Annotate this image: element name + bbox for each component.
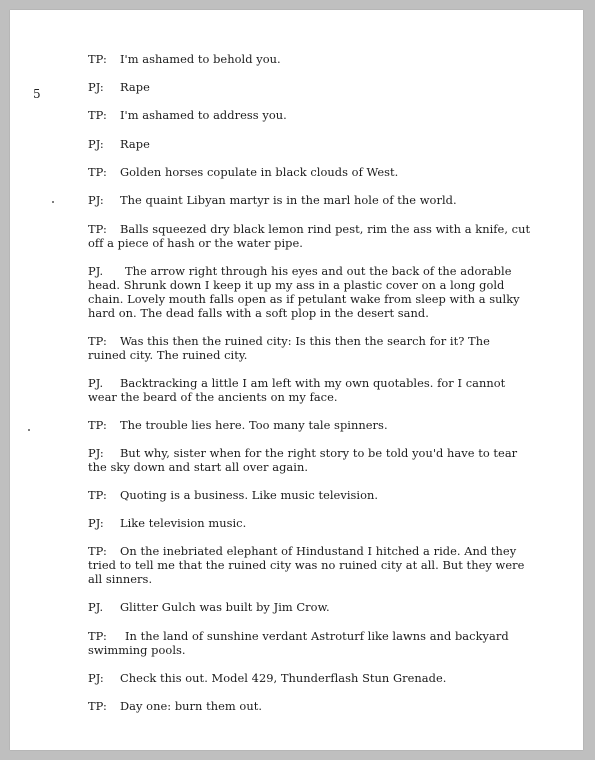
dialogue-text: But why, sister when for the right story to be told you'd have to tear <box>120 446 518 460</box>
speaker-label: TP: <box>88 699 107 713</box>
dialogue-text: off a piece of hash or the water pipe. <box>88 236 303 250</box>
dialogue-text: Like television music. <box>120 516 247 530</box>
dialogue-text: On the inebriated elephant of Hindustand I hitched a ride. And they <box>120 544 517 558</box>
speaker-label: TP: <box>88 108 107 122</box>
speaker-label: TP: <box>88 629 107 643</box>
dialogue-text: Rape <box>120 80 150 94</box>
speaker-label: PJ. <box>88 376 104 390</box>
speaker-label: PJ. <box>88 264 104 278</box>
margin-page-number: 5 <box>33 87 41 101</box>
speaker-label: TP: <box>88 52 107 66</box>
speaker-label: PJ: <box>88 137 104 151</box>
dialogue-continuation <box>88 572 498 586</box>
dialogue-text: Day one: burn them out. <box>120 699 263 713</box>
dialogue-text: Rape <box>120 137 150 151</box>
dialogue-continuation <box>88 348 498 362</box>
dialogue-continuation <box>88 558 525 572</box>
dialogue-line <box>88 544 517 558</box>
dialogue-line <box>88 671 498 685</box>
dialogue-continuation <box>88 390 498 404</box>
speaker-label: TP: <box>88 544 107 558</box>
dialogue-text: ruined city. The ruined city. <box>88 348 248 362</box>
dialogue-continuation <box>88 643 498 657</box>
dialogue-text: Quoting is a business. Like music television. <box>120 488 379 502</box>
ink-speck <box>28 429 30 431</box>
speaker-label: TP: <box>88 165 107 179</box>
dialogue-text: In the land of sunshine verdant Astroturf like lawns and backyard <box>125 629 509 643</box>
dialogue-line <box>88 516 498 530</box>
speaker-label: PJ: <box>88 80 104 94</box>
dialogue-text: Check this out. Model 429, Thunderflash Stun Grenade. <box>120 671 447 685</box>
dialogue-line <box>88 446 518 460</box>
dialogue-text: tried to tell me that the ruined city was no ruined city at all. But they were <box>88 558 525 572</box>
speaker-label: PJ: <box>88 193 104 207</box>
speaker-label: PJ: <box>88 516 104 530</box>
dialogue-line <box>88 600 498 614</box>
dialogue-text: Backtracking a little I am left with my own quotables. for I cannot <box>120 376 506 390</box>
dialogue-text: the sky down and start all over again. <box>88 460 309 474</box>
ink-speck <box>52 201 54 203</box>
dialogue-line <box>88 488 498 502</box>
dialogue-text: chain. Lovely mouth falls open as if petulant wake from sleep with a sulky <box>88 292 520 306</box>
dialogue-line <box>88 699 498 713</box>
dialogue-text: hard on. The dead falls with a soft plop in the desert sand. <box>88 306 429 320</box>
dialogue-line <box>88 80 498 94</box>
dialogue-line <box>88 137 498 151</box>
speaker-label: TP: <box>88 488 107 502</box>
dialogue-line <box>88 193 498 207</box>
dialogue-line <box>88 165 498 179</box>
dialogue-text: Glitter Gulch was built by Jim Crow. <box>120 600 330 614</box>
speaker-label: PJ: <box>88 446 104 460</box>
dialogue-text: head. Shrunk down I keep it up my ass in a plastic cover on a long gold <box>88 278 505 292</box>
dialogue-text: Balls squeezed dry black lemon rind pest, rim the ass with a knife, cut <box>120 222 531 236</box>
speaker-label: TP: <box>88 418 107 432</box>
dialogue-line <box>88 629 509 643</box>
dialogue-line <box>88 418 498 432</box>
dialogue-continuation <box>88 278 505 292</box>
dialogue-text: wear the beard of the ancients on my face. <box>88 390 338 404</box>
dialogue-text: The quaint Libyan martyr is in the marl hole of the world. <box>120 193 457 207</box>
dialogue-text: Was this then the ruined city: Is this then the search for it? The <box>120 334 490 348</box>
dialogue-line <box>88 376 506 390</box>
dialogue-continuation <box>88 236 498 250</box>
dialogue-text: The arrow right through his eyes and out the back of the adorable <box>125 264 512 278</box>
dialogue-line <box>88 52 498 66</box>
dialogue-text: swimming pools. <box>88 643 186 657</box>
dialogue-text: I'm ashamed to address you. <box>120 108 287 122</box>
dialogue-continuation <box>88 306 498 320</box>
dialogue-text: The trouble lies here. Too many tale spinners. <box>120 418 388 432</box>
dialogue-text: all sinners. <box>88 572 153 586</box>
speaker-label: PJ: <box>88 671 104 685</box>
dialogue-text: Golden horses copulate in black clouds of West. <box>120 165 399 179</box>
speaker-label: PJ. <box>88 600 104 614</box>
dialogue-continuation <box>88 292 520 306</box>
speaker-label: TP: <box>88 222 107 236</box>
dialogue-continuation <box>88 460 498 474</box>
dialogue-line <box>88 222 531 236</box>
dialogue-line <box>88 264 512 278</box>
dialogue-text: I'm ashamed to behold you. <box>120 52 281 66</box>
dialogue-line <box>88 334 498 348</box>
dialogue-line <box>88 108 498 122</box>
speaker-label: TP: <box>88 334 107 348</box>
